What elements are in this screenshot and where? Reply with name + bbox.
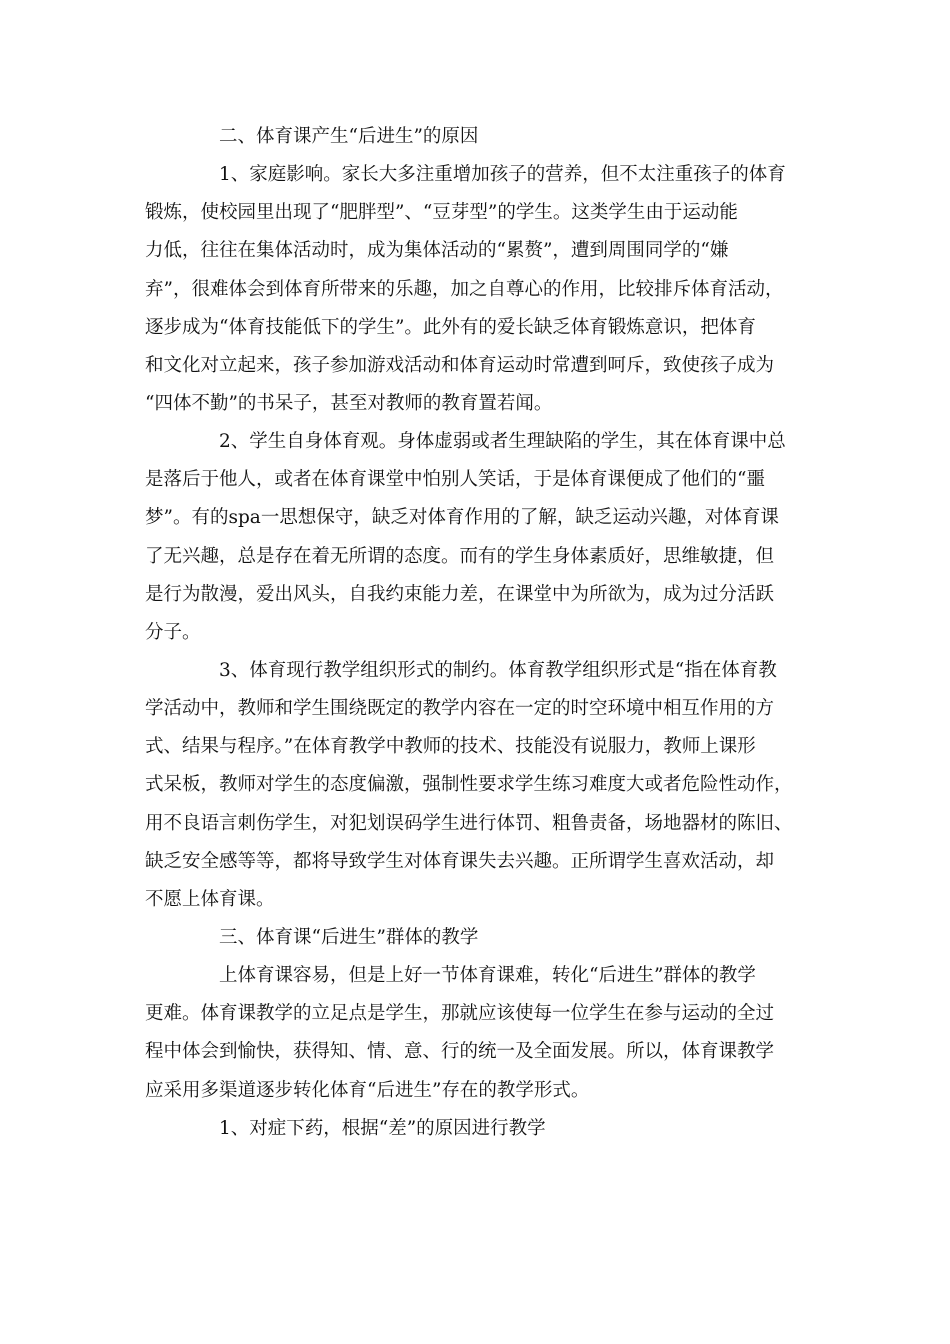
paragraph-line: “四体不勤”的书呆子，甚至对教师的教育置若闻。 — [145, 392, 553, 414]
paragraph-line: 了无兴趣，总是存在着无所谓的态度。而有的学生身体素质好，思维敏捷，但 — [145, 545, 775, 567]
paragraph-line: 是行为散漫，爱出风头，自我约束能力差，在课堂中为所欲为，成为过分活跃 — [145, 583, 775, 605]
paragraph-line: 和文化对立起来，孩子参加游戏活动和体育运动时常遭到呵斥，致使孩子成为 — [145, 354, 775, 376]
paragraph-line: 缺乏安全感等等，都将导致学生对体育课失去兴趣。正所谓学生喜欢活动，却 — [145, 850, 775, 872]
paragraph-line: 应采用多渠道逐步转化体育“后进生”存在的教学形式。 — [145, 1079, 590, 1101]
paragraph-line: 逐步成为“体育技能低下的学生”。此外有的爱长缺乏体育锻炼意识，把体育 — [145, 316, 756, 338]
paragraph-line: 梦”。有的spa一思想保守，缺乏对体育作用的了解，缺乏运动兴趣，对体育课 — [145, 507, 779, 529]
paragraph-line: 式呆板，教师对学生的态度偏激，强制性要求学生练习难度大或者危险性动作， — [145, 774, 793, 796]
section-heading-reasons: 二、体育课产生“后进生”的原因 — [219, 126, 479, 147]
paragraph-line: 锻炼，使校园里出现了“肥胖型”、“豆芽型”的学生。这类学生由于运动能 — [145, 202, 738, 224]
paragraph-student-view — [145, 423, 809, 652]
paragraph-line: 分子。 — [145, 621, 201, 643]
paragraph-line: 式、结果与程序。”在体育教学中教师的技术、技能没有说服力，教师上课形 — [145, 736, 756, 758]
paragraph-line: 程中体会到愉快，获得知、情、意、行的统一及全面发展。所以，体育课教学 — [145, 1041, 775, 1063]
paragraph-line: 学活动中，教师和学生围绕既定的教学内容在一定的时空环境中相互作用的方 — [145, 698, 775, 720]
section-heading-teaching: 三、体育课“后进生”群体的教学 — [219, 926, 479, 948]
sub-heading-targeted-teaching: 1、对症下药，根据“差”的原因进行教学 — [219, 1117, 546, 1139]
paragraph-line: 2、学生自身体育观。身体虚弱或者生理缺陷的学生，其在体育课中总 — [219, 431, 786, 453]
paragraph-line: 是落后于他人，或者在体育课堂中怕别人笑话，于是体育课便成了他们的“噩 — [145, 469, 765, 491]
paragraph-line: 上体育课容易，但是上好一节体育课难，转化“后进生”群体的教学 — [219, 965, 756, 987]
paragraph-line: 用不良语言刺伤学生，对犯划误码学生进行体罚、粗鲁责备，场地器材的陈旧、 — [145, 812, 793, 834]
paragraph-family-influence — [145, 156, 809, 423]
paragraph-line: 不愿上体育课。 — [145, 888, 275, 910]
paragraph-line: 力低，往往在集体活动时，成为集体活动的“累赘”，遭到周围同学的“嫌 — [145, 240, 729, 262]
paragraph-line: 弃”，很难体会到体育所带来的乐趣，加之自尊心的作用，比较排斥体育活动， — [145, 278, 784, 300]
paragraph-teaching-intro — [145, 957, 809, 1110]
paragraph-teaching-form — [145, 652, 809, 919]
paragraph-line: 1、家庭影响。家长大多注重增加孩子的营养，但不太注重孩子的体育 — [219, 164, 786, 186]
document-page — [145, 118, 809, 1148]
paragraph-line: 更难。体育课教学的立足点是学生，那就应该使每一位学生在参与运动的全过 — [145, 1003, 775, 1025]
paragraph-line: 3、体育现行教学组织形式的制约。体育教学组织形式是“指在体育教 — [219, 659, 777, 681]
